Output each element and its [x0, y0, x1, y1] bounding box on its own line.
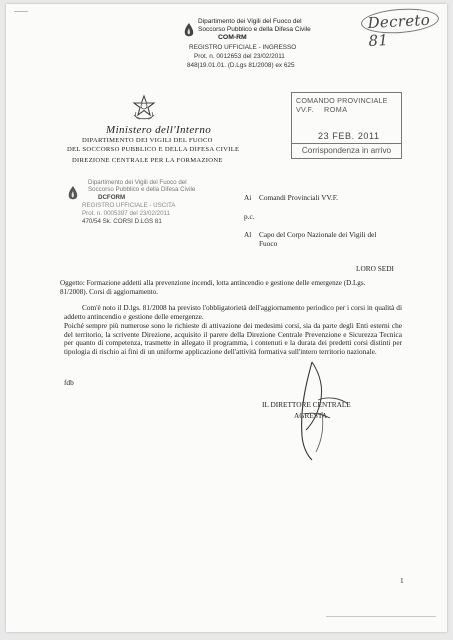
signature-title: IL DIRETTORE CENTRALE [262, 400, 351, 409]
registry-line1: Dipartimento dei Vigili del Fuoco del [198, 18, 302, 25]
registry-line4: REGISTRO UFFICIALE - INGRESSO [189, 44, 297, 51]
sender-line5: Prot. n. 0005397 del 23/02/2011 [82, 210, 170, 217]
subject-line1: Oggetto: Formazione addetti alla prevenzione incendi, lotta antincendio e gestione delle emergenze (D.Lgs. [60, 279, 366, 287]
republic-emblem-icon [131, 94, 157, 127]
ministry-subdepartment: DEL SOCCORSO PUBBLICO E DELLA DIFESA CIVILE [67, 146, 240, 153]
subject-line2: 81/2008). Corsi di aggiornamento. [60, 288, 158, 296]
signature-name: AGRESTA [294, 411, 328, 420]
recipient-capo-line2: Fuoco [259, 239, 278, 248]
sender-line6: 470/54 Sk. CORSI D.LGS 81 [82, 218, 162, 225]
arrival-stamp-footer: Corrispondenza in arrivo [292, 143, 401, 158]
recipient-comandi: Comandi Provinciali VV.F. [259, 193, 339, 202]
ministry-department: DIPARTIMENTO DEI VIGILI DEL FUOCO [82, 137, 213, 144]
loro-sedi: LORO SEDI [356, 264, 394, 273]
arrival-stamp-city: ROMA [324, 105, 348, 114]
body-paragraph-1: Com'è noto il D.lgs. 81/2008 ha previsto l'obbligatorietà dell'aggiornamento periodico per i corsi in qualità di addetto antincendio e gestione delle emergenze. [64, 303, 402, 321]
registry-line2: Soccorso Pubblico e della Difesa Civile [198, 26, 311, 33]
handwritten-label: Decreto 81 [367, 10, 431, 51]
sender-line1: Dipartimento dei Vigili del Fuoco del [88, 179, 187, 186]
document-page [6, 4, 447, 632]
ministry-direction: DIREZIONE CENTRALE PER LA FORMAZIONE [72, 157, 223, 164]
recipient-ai-prefix: Ai [244, 193, 252, 202]
bottom-rule [326, 616, 436, 617]
sender-emblem-icon [66, 185, 80, 208]
registry-line3: COM-RM [218, 34, 247, 41]
arrival-stamp [291, 92, 402, 159]
sender-line4: REGISTRO UFFICIALE - USCITA [82, 202, 176, 209]
signature-scribble-icon [282, 356, 356, 471]
registry-line5: Prot. n. 0012653 del 23/02/2011 [194, 53, 285, 60]
body-paragraph-2: Poiché sempre più numerose sono le richieste di attivazione dei medesimi corsi, sia da parte degli Enti esterni che del territorio, la scrivente Direzione, acquisito il parere della Direzione Centrale Prevenzione e Sicurezza Tecnica per quanto di competenza, trasmette in allegato il programma, i contenuti e la durata dei predetti corsi distinti per tipologia di rischio ai fini di un uniforme applicazione dell'attività formativa sull'intero territorio nazionale. [64, 321, 402, 356]
arrival-stamp-office: COMANDO PROVINCIALE VV.F. [296, 96, 388, 114]
recipient-pc: p.c. [244, 212, 255, 221]
recipient-al-prefix: Al [244, 230, 252, 239]
sender-line3: DCFORM [98, 194, 126, 201]
page-number: 1 [400, 576, 404, 585]
recipient-capo-line1: Capo del Corpo Nazionale dei Vigili del [259, 230, 377, 239]
corner-mark: —— [14, 8, 28, 15]
ministry-title: Ministero dell'Interno [106, 124, 212, 136]
sender-line2: Soccorso Pubblico e della Difesa Civile [88, 186, 196, 193]
initials: fdb [64, 378, 74, 387]
registry-emblem-icon [182, 22, 196, 45]
arrival-stamp-date: 23 FEB. 2011 [318, 131, 380, 141]
registry-line6: 848|19.01.01. (D.Lgs 81/2008) ex 625 [187, 62, 295, 69]
